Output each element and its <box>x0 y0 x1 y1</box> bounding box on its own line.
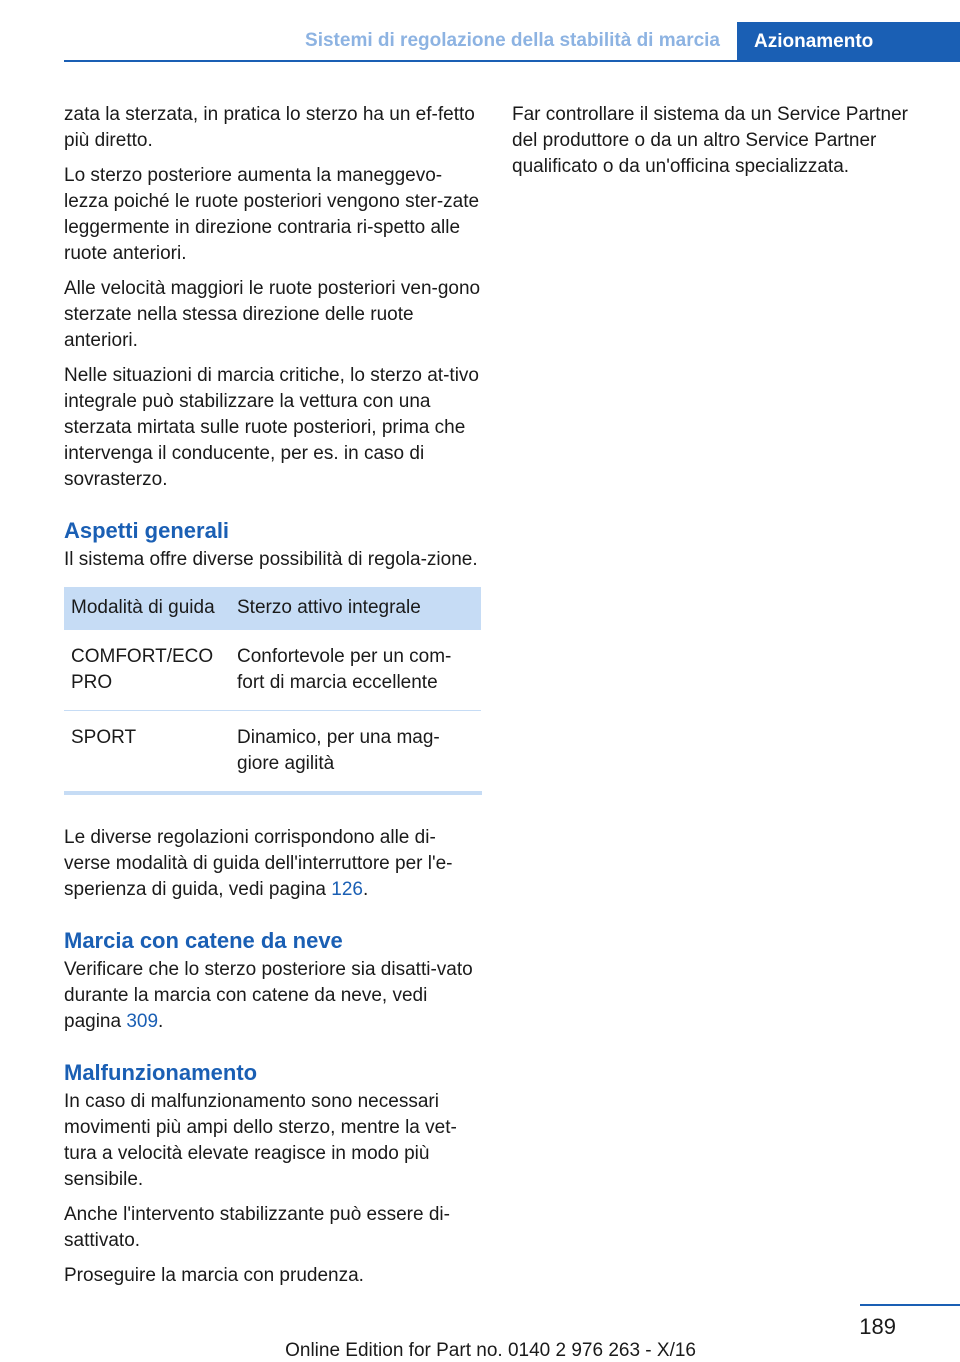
paragraph <box>64 825 482 903</box>
paragraph-text: Le diverse regolazioni corrispondono alle di-verse modalità di guida dell'interruttore per l'e-sperienza di guida, vedi pagina <box>64 827 453 900</box>
paragraph: Anche l'intervento stabilizzante può essere di-sattivato. <box>64 1204 450 1251</box>
table-header-row <box>64 587 481 630</box>
table-cell: COMFORT/ECO PRO <box>64 630 230 711</box>
table-bottom-rule <box>64 791 482 795</box>
drive-mode-table <box>64 587 481 791</box>
page-link-126[interactable]: 126 <box>331 879 363 900</box>
table-row <box>64 630 481 711</box>
page-link-309[interactable]: 309 <box>126 1011 159 1032</box>
paragraph-text: Verificare che lo sterzo posteriore sia disatti-vato durante la marcia con catene da neve, vedi pagina <box>64 959 473 1032</box>
paragraph: Proseguire la marcia con prudenza. <box>64 1265 364 1286</box>
paragraph-end: . <box>362 879 369 900</box>
paragraph: Nelle situazioni di marcia critiche, lo sterzo at-tivo integrale può stabilizzare la vettura con una sterzata mirtata sulle ruote posteriori, prima che intervenga il conducente, per es. in caso di sovrasterzo. <box>64 365 479 490</box>
paragraph: In caso di malfunzionamento sono necessari movimenti più ampi dello sterzo, mentre la vet-tura a velocità elevate reagisce in modo più sensibile. <box>64 1091 457 1190</box>
heading-aspetti-generali: Aspetti generali <box>64 518 230 543</box>
page-number: 189 <box>859 1314 896 1339</box>
table-row <box>64 711 481 792</box>
header-chapter-tab: Azionamento <box>737 22 960 62</box>
heading-malfunzionamento: Malfunzionamento <box>64 1060 258 1085</box>
edition-note: Online Edition for Part no. 0140 2 976 263 - X/16 <box>285 1340 696 1361</box>
table-cell: Confortevole per un com-fort di marcia eccellente <box>230 630 481 711</box>
paragraph <box>64 957 482 1035</box>
heading-catene-da-neve: Marcia con catene da neve <box>64 928 343 953</box>
paragraph-end: . <box>158 1011 164 1032</box>
paragraph: Alle velocità maggiori le ruote posteriori ven-gono sterzate nella stessa direzione delle ruote anteriori. <box>64 278 481 351</box>
paragraph: Lo sterzo posteriore aumenta la maneggevo-lezza poiché le ruote posteriori vengono ster-zate leggermente in direzione contraria ri-spetto alle ruote anteriori. <box>64 165 480 264</box>
header-rule <box>64 60 960 62</box>
header-section-title: Sistemi di regolazione della stabilità di marcia <box>305 30 720 51</box>
table-header-cell: Sterzo attivo integrale <box>230 587 481 630</box>
right-column <box>512 102 932 189</box>
paragraph: Il sistema offre diverse possibilità di regola-zione. <box>64 549 478 570</box>
table-header-cell: Modalità di guida <box>64 587 230 630</box>
paragraph: Far controllare il sistema da un Service Partner del produttore o da un altro Service Partner qualificato o da un'officina specializzata. <box>512 104 908 177</box>
table-cell: Dinamico, per una mag-giore agilità <box>237 727 440 774</box>
footer-rule <box>860 1304 960 1306</box>
paragraph: zata la sterzata, in pratica lo sterzo ha un ef-fetto più diretto. <box>64 104 475 151</box>
left-column <box>64 102 482 1298</box>
table-cell: SPORT <box>71 727 137 748</box>
